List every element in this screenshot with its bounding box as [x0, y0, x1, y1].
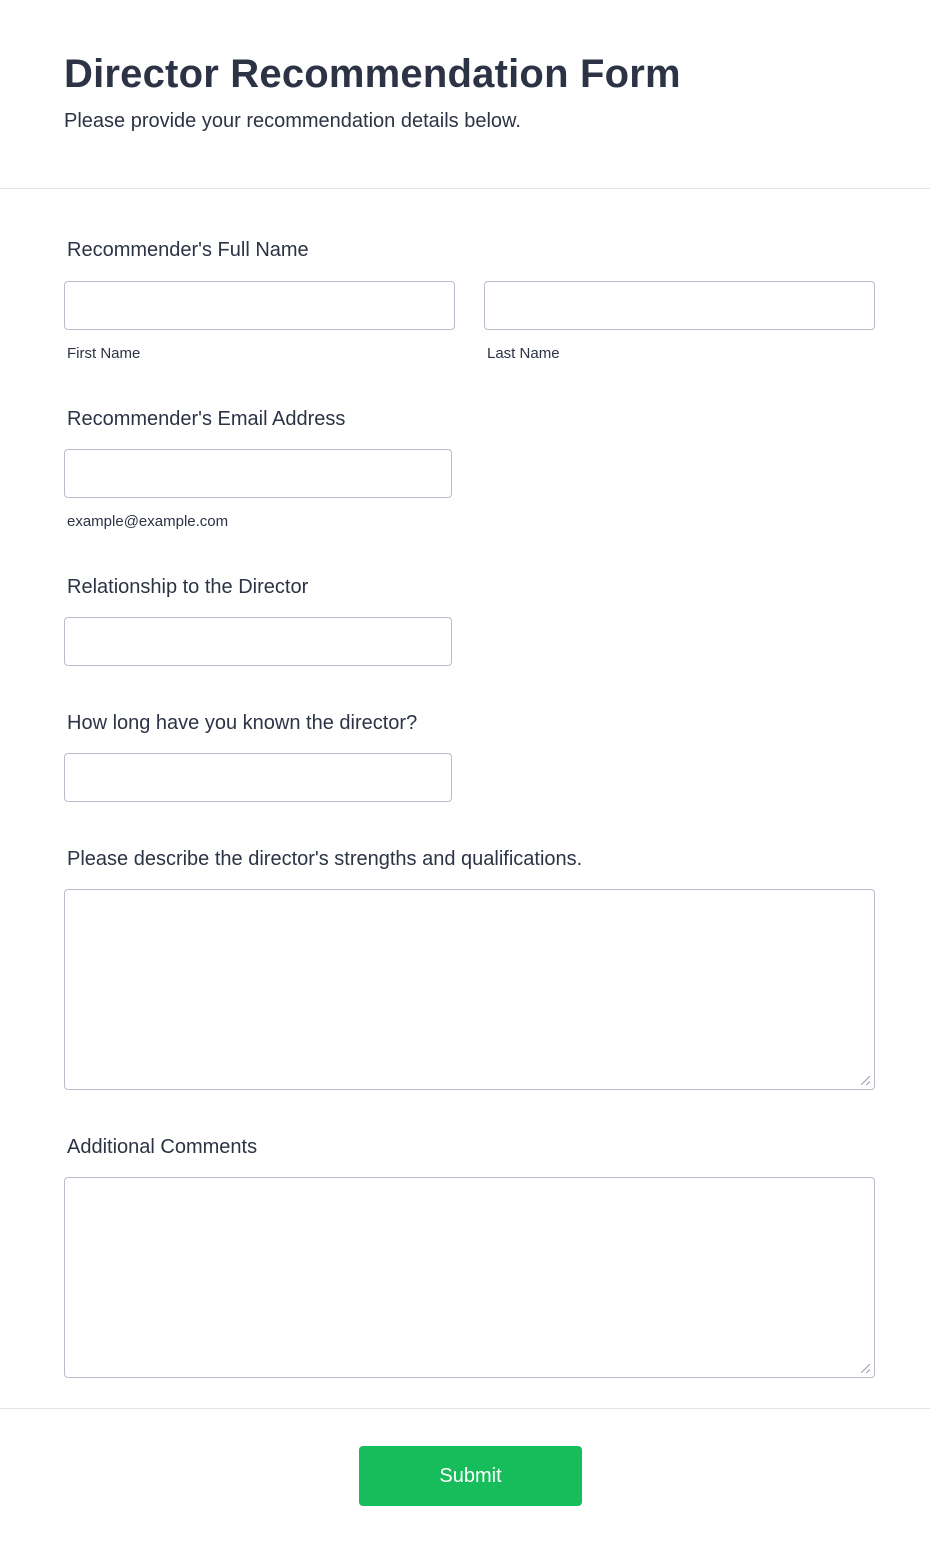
strengths-textarea[interactable]	[64, 889, 875, 1090]
resize-handle-icon[interactable]	[861, 1364, 870, 1373]
relationship-label: Relationship to the Director	[67, 576, 309, 598]
email-input[interactable]	[64, 449, 452, 498]
form-title: Director Recommendation Form	[64, 52, 681, 96]
first-name-input[interactable]	[64, 281, 455, 330]
resize-handle-icon[interactable]	[861, 1076, 870, 1085]
strengths-label: Please describe the director's strengths and qualifications.	[67, 848, 583, 870]
email-sublabel: example@example.com	[67, 513, 229, 530]
last-name-sublabel: Last Name	[487, 345, 560, 362]
duration-input[interactable]	[64, 753, 452, 802]
duration-label: How long have you known the director?	[67, 712, 418, 734]
full-name-label: Recommender's Full Name	[67, 239, 309, 261]
form-header	[0, 0, 930, 189]
email-label: Recommender's Email Address	[67, 408, 346, 430]
form-subtitle: Please provide your recommendation details below.	[64, 110, 521, 132]
relationship-input[interactable]	[64, 617, 452, 666]
comments-textarea[interactable]	[64, 1177, 875, 1378]
comments-label: Additional Comments	[67, 1136, 258, 1158]
last-name-input[interactable]	[484, 281, 875, 330]
submit-button[interactable]: Submit	[359, 1446, 582, 1506]
first-name-sublabel: First Name	[67, 345, 141, 362]
